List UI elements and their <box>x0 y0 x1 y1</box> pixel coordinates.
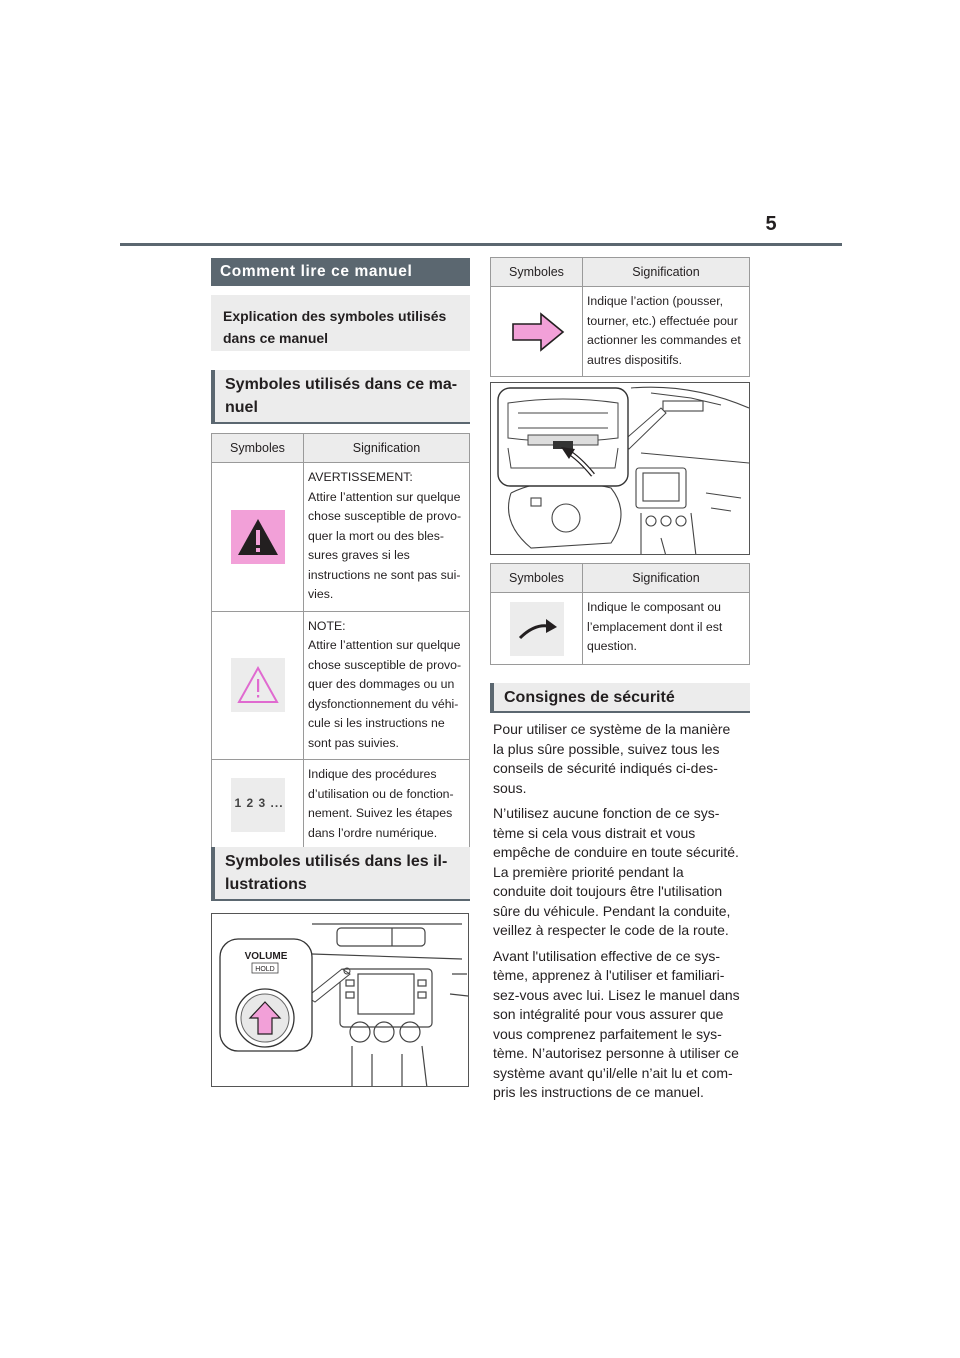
text-line: La première priorité pendant la <box>493 863 684 880</box>
dashboard-volume-illustration <box>211 913 469 1087</box>
heading-line: nuel <box>225 399 258 416</box>
text-line: tème, apprenez à l'utiliser et familiari- <box>493 967 725 983</box>
text-line: NOTE: <box>308 618 346 633</box>
text-line: sûre du véhicule. Pendant la conduite, <box>493 902 731 919</box>
text-line: Indique l’action (pousser, <box>587 294 724 308</box>
table-row <box>212 760 470 850</box>
text-line: d’utilisation ou de fonction- <box>308 786 454 801</box>
text-line: système avant qu’il/elle n’ait lu et com- <box>493 1064 733 1081</box>
text-line: sures graves si les <box>308 548 410 562</box>
warning-triangle-icon <box>231 510 285 564</box>
text-line: tème si cela vous distrait et vous <box>493 824 696 841</box>
heading-rule <box>490 711 750 713</box>
paragraph <box>493 804 755 941</box>
symbol-cell <box>212 463 304 612</box>
text-line: quer la mort ou des bles- <box>308 528 445 543</box>
pointer-arrow-icon <box>510 602 564 656</box>
text-line: vies. <box>308 587 334 601</box>
text-line: dans l’ordre numérique. <box>308 825 438 840</box>
col-meaning: Signification <box>304 434 470 463</box>
notice-triangle-icon <box>231 658 285 712</box>
col-meaning: Signification <box>583 564 750 593</box>
col-symbols: Symboles <box>491 564 583 593</box>
steps-label: 1 2 3 ... <box>234 795 284 810</box>
text-line: Attire l’attention sur quelque <box>308 489 461 504</box>
meaning-cell <box>304 760 470 850</box>
table-header-row <box>491 564 750 593</box>
heading-rule <box>211 899 470 901</box>
text-line: vous comprenez parfaitement le sys- <box>493 1025 722 1042</box>
symbol-cell <box>491 593 583 665</box>
text-line: l’emplacement dont il est <box>587 619 723 634</box>
table-header-row <box>212 434 470 463</box>
dashboard-component-illustration <box>490 382 750 555</box>
heading-line: lustrations <box>225 876 307 893</box>
action-arrow-icon <box>507 310 567 354</box>
text-line: quer des dommages ou un <box>308 677 455 691</box>
text-line: pris les instructions de ce manuel. <box>493 1084 704 1100</box>
text-line: question. <box>587 639 637 653</box>
manual-symbols-heading <box>211 370 470 422</box>
explanation-box: Explication des symboles utilisés dans ce manuel <box>211 295 470 351</box>
text-line: tourner, etc.) effectuée pour <box>587 313 738 328</box>
text-line: Indique des procédures <box>308 767 437 781</box>
steps-123-icon <box>231 778 285 832</box>
table-row <box>491 593 750 665</box>
dashboard-drawing <box>212 914 469 1087</box>
text-line: instructions ne sont pas sui- <box>308 567 461 582</box>
text-line: chose susceptible de provo- <box>308 509 462 523</box>
text-line: autres dispositifs. <box>587 352 683 367</box>
text-line: AVERTISSEMENT: <box>308 470 413 484</box>
cockpit-drawing <box>491 383 750 555</box>
text-line: la plus sûre possible, suivez tous les <box>493 740 720 757</box>
page-number: 5 <box>765 213 777 235</box>
text-line: conduite doit toujours être l'utilisation <box>493 883 723 899</box>
symbol-cell <box>212 611 304 760</box>
paragraph <box>493 720 755 798</box>
heading-text: Consignes de sécurité <box>504 688 675 706</box>
text-line: conseils de sécurité indiqués ci-des- <box>493 760 718 776</box>
text-line: nement. Suivez les étapes <box>308 806 453 820</box>
volume-label: VOLUME <box>244 951 288 962</box>
meaning-cell <box>304 463 470 612</box>
col-symbols: Symboles <box>491 258 583 287</box>
text-line: cule si les instructions ne <box>308 716 445 730</box>
text-line: actionner les commandes et <box>587 333 741 347</box>
text-line: sez-vous avec lui. Lisez le manuel dans <box>493 986 740 1003</box>
table-row <box>212 611 470 760</box>
text-line: veillez à respecter le code de la route. <box>493 922 729 938</box>
col-meaning: Signification <box>583 258 750 287</box>
text-line: Pour utiliser ce système de la manière <box>493 721 731 737</box>
text-line: tème. N’autorisez personne à utiliser ce <box>493 1045 739 1061</box>
meaning-cell <box>304 611 470 760</box>
component-symbol-table <box>490 563 750 665</box>
table-row <box>491 287 750 377</box>
paragraph <box>493 947 755 1103</box>
header-rule <box>120 243 842 246</box>
text-line: Avant l'utilisation effective de ce sys- <box>493 947 721 964</box>
heading-line: Symboles utilisés dans les il- <box>225 853 448 870</box>
safety-text <box>493 720 755 1109</box>
section-title: Comment lire ce manuel <box>211 258 470 286</box>
text-line: dysfonctionnement du véhi- <box>308 696 459 711</box>
illustration-symbols-heading <box>211 847 470 899</box>
hold-label: HOLD <box>255 966 275 973</box>
text-line: Attire l’attention sur quelque <box>308 638 461 652</box>
meaning-cell <box>583 287 750 377</box>
heading-line: Symboles utilisés dans ce ma- <box>225 376 458 393</box>
table-header-row <box>491 258 750 287</box>
text-line: son intégralité pour vous assurer que <box>493 1006 724 1022</box>
table-row <box>212 463 470 612</box>
text-line: empêche de conduire en toute sécurité. <box>493 844 739 860</box>
text-line: sont pas suivies. <box>308 735 399 750</box>
action-symbol-table <box>490 257 750 377</box>
symbol-cell <box>212 760 304 850</box>
safety-heading <box>490 683 750 711</box>
symbols-table <box>211 433 470 850</box>
col-symbols: Symboles <box>212 434 304 463</box>
text-line: Indique le composant ou <box>587 600 721 614</box>
meaning-cell <box>583 593 750 665</box>
symbol-cell <box>491 287 583 377</box>
text-line: sous. <box>493 779 527 796</box>
heading-rule <box>211 422 470 424</box>
text-line: chose susceptible de provo- <box>308 657 462 672</box>
text-line: N’utilisez aucune fonction de ce sys- <box>493 805 720 821</box>
